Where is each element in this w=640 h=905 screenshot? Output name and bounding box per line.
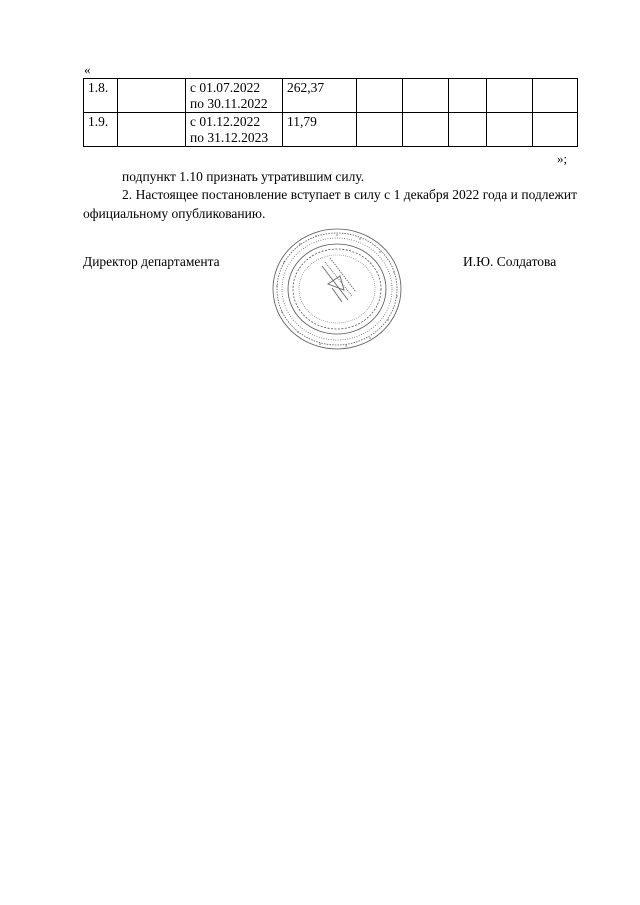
- period-cell: [186, 113, 283, 147]
- empty-cell: [449, 113, 487, 147]
- period-end: по 30.11.2022: [190, 96, 268, 111]
- empty-cell: [487, 113, 533, 147]
- empty-cell: [357, 79, 403, 113]
- empty-cell: [449, 79, 487, 113]
- opening-quote: «: [84, 62, 91, 77]
- empty-cell: [533, 79, 578, 113]
- table-row: [84, 113, 578, 147]
- row-number-cell: 1.8.: [84, 79, 118, 113]
- period-start: с 01.07.2022: [190, 80, 261, 95]
- value-cell: 11,79: [283, 113, 357, 147]
- empty-cell: [357, 113, 403, 147]
- signatory-title: Директор департамента: [83, 254, 220, 269]
- period-cell: [186, 79, 283, 113]
- tariff-table: [83, 78, 578, 147]
- closing-quote: »;: [557, 151, 568, 166]
- empty-cell: [118, 113, 186, 147]
- signatory-name: И.Ю. Солдатова: [463, 254, 557, 269]
- paragraph-subclause: подпункт 1.10 признать утратившим силу.: [122, 169, 365, 184]
- empty-cell: [533, 113, 578, 147]
- period-start: с 01.12.2022: [190, 114, 261, 129]
- empty-cell: [487, 79, 533, 113]
- empty-cell: [403, 79, 449, 113]
- empty-cell: [118, 79, 186, 113]
- row-number-cell: 1.9.: [84, 113, 118, 147]
- empty-cell: [403, 113, 449, 147]
- official-seal-stamp: [270, 226, 404, 352]
- table-row: [84, 79, 578, 113]
- value-cell: 262,37: [283, 79, 357, 113]
- period-end: по 31.12.2023: [190, 130, 269, 145]
- paragraph-effective-date: 2. Настоящее постановление вступает в силу с 1 декабря 2022 года и подлежит официальному опубликованию.: [83, 187, 577, 221]
